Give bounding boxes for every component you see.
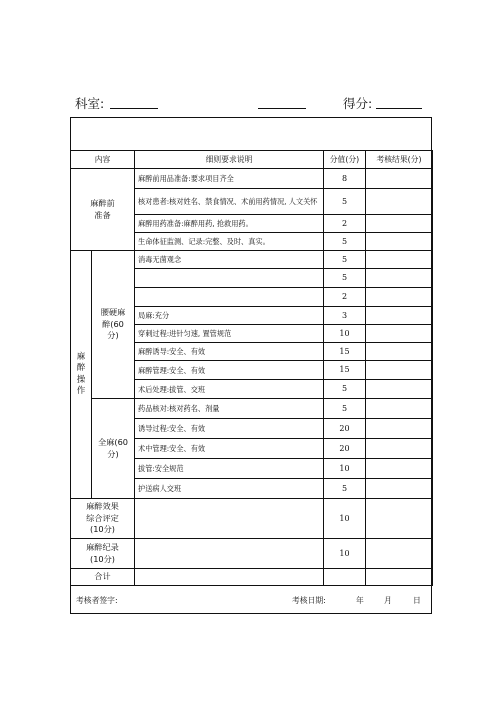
result-cell[interactable] — [366, 269, 433, 288]
row-points: 10 — [324, 325, 366, 343]
row-points: 5 — [324, 269, 366, 288]
row-detail: 麻醉用药准备:麻醉用药, 抢救用药。 — [135, 215, 324, 233]
result-cell[interactable] — [366, 343, 433, 361]
result-cell[interactable] — [366, 169, 433, 189]
table-row — [71, 251, 433, 269]
row-points: 5 — [324, 380, 366, 399]
row-points: 5 — [324, 233, 366, 251]
row-points: 2 — [324, 215, 366, 233]
row-points: 3 — [324, 307, 366, 325]
table-row — [71, 499, 433, 539]
row-detail: 局麻:充分 — [135, 307, 324, 325]
date-day: 日 — [413, 596, 421, 605]
row-points: 5 — [324, 479, 366, 499]
result-cell[interactable] — [366, 251, 433, 269]
row-detail: 核对患者:核对姓名、禁食情况、术前用药情况, 人文关怀 — [135, 189, 324, 215]
result-cell[interactable] — [366, 288, 433, 307]
table-row — [71, 399, 433, 419]
row-detail: 术后处理:拔管、交班 — [135, 380, 324, 399]
result-cell[interactable] — [366, 380, 433, 399]
result-cell[interactable] — [366, 539, 433, 569]
section-prep: 麻醉前准备 — [71, 169, 135, 251]
row-points: 20 — [324, 419, 366, 439]
form-header — [0, 94, 500, 114]
exam-date-label: 考核日期: — [292, 596, 326, 605]
row-detail: 诱导过程:安全、有效 — [135, 419, 324, 439]
row-detail[interactable] — [135, 539, 324, 569]
row-points: 15 — [324, 343, 366, 361]
row-detail: 护送病人交班 — [135, 479, 324, 499]
table-header-row — [71, 151, 433, 169]
result-cell[interactable] — [366, 399, 433, 419]
row-points: 20 — [324, 439, 366, 459]
row-points: 5 — [324, 189, 366, 215]
row-points: 2 — [324, 288, 366, 307]
col-header-result: 考核结果(分) — [366, 151, 433, 169]
col-header-points: 分值(分) — [324, 151, 366, 169]
section-total: 合计 — [71, 569, 135, 586]
row-detail: 拔管:安全规范 — [135, 459, 324, 479]
section-record: 麻醉纪录(10分) — [71, 539, 135, 569]
row-detail: 药品核对:核对药名、剂量 — [135, 399, 324, 419]
row-detail: 消毒无菌观念 — [135, 251, 324, 269]
row-points: 10 — [324, 539, 366, 569]
result-cell[interactable] — [366, 419, 433, 439]
row-detail — [135, 269, 324, 288]
result-cell[interactable] — [366, 439, 433, 459]
row-detail[interactable] — [135, 499, 324, 539]
result-cell[interactable] — [366, 499, 433, 539]
col-header-details: 细则要求说明 — [135, 151, 324, 169]
table-row-total — [71, 569, 433, 586]
score-label: 得分: — [343, 96, 373, 111]
result-cell[interactable] — [366, 215, 433, 233]
row-points: 5 — [324, 251, 366, 269]
col-header-content: 内容 — [71, 151, 135, 169]
result-cell[interactable] — [366, 361, 433, 380]
row-detail: 麻醉诱导:安全、有效 — [135, 343, 324, 361]
result-cell[interactable] — [366, 325, 433, 343]
row-points: 15 — [324, 361, 366, 380]
assessment-table — [70, 150, 433, 586]
result-cell[interactable] — [366, 307, 433, 325]
row-points: 5 — [324, 399, 366, 419]
result-cell[interactable] — [366, 233, 433, 251]
row-detail: 穿刺过程:进针匀速, 置管规范 — [135, 325, 324, 343]
row-detail — [135, 288, 324, 307]
total-detail[interactable] — [135, 569, 324, 586]
row-detail: 生命体征监测、记录:完整、及时、真实。 — [135, 233, 324, 251]
department-label: 科室: — [75, 96, 105, 111]
total-result[interactable] — [366, 569, 433, 586]
row-detail: 麻醉前用品准备:要求项目齐全 — [135, 169, 324, 189]
score-blank-line[interactable] — [376, 108, 422, 109]
examiner-signature-label: 考核者签字: — [76, 596, 118, 605]
table-row — [71, 169, 433, 189]
result-cell[interactable] — [366, 459, 433, 479]
date-year: 年 — [356, 596, 364, 605]
section-effect: 麻醉效果综合评定(10分) — [71, 499, 135, 539]
result-cell[interactable] — [366, 479, 433, 499]
row-points: 10 — [324, 499, 366, 539]
section-operation: 麻醉操作 — [71, 251, 92, 499]
total-points[interactable] — [324, 569, 366, 586]
row-points: 8 — [324, 169, 366, 189]
section-general: 全麻(60分) — [92, 399, 135, 499]
row-detail: 术中管理:安全、有效 — [135, 439, 324, 459]
form-footer — [70, 584, 432, 614]
row-detail: 麻醉管理:安全、有效 — [135, 361, 324, 380]
department-blank-line[interactable] — [110, 108, 158, 109]
result-cell[interactable] — [366, 189, 433, 215]
date-month: 月 — [384, 596, 392, 605]
table-row — [71, 539, 433, 569]
middle-blank-line[interactable] — [258, 108, 306, 109]
row-points: 10 — [324, 459, 366, 479]
section-epidural: 腰硬麻醉(60分) — [92, 251, 135, 399]
